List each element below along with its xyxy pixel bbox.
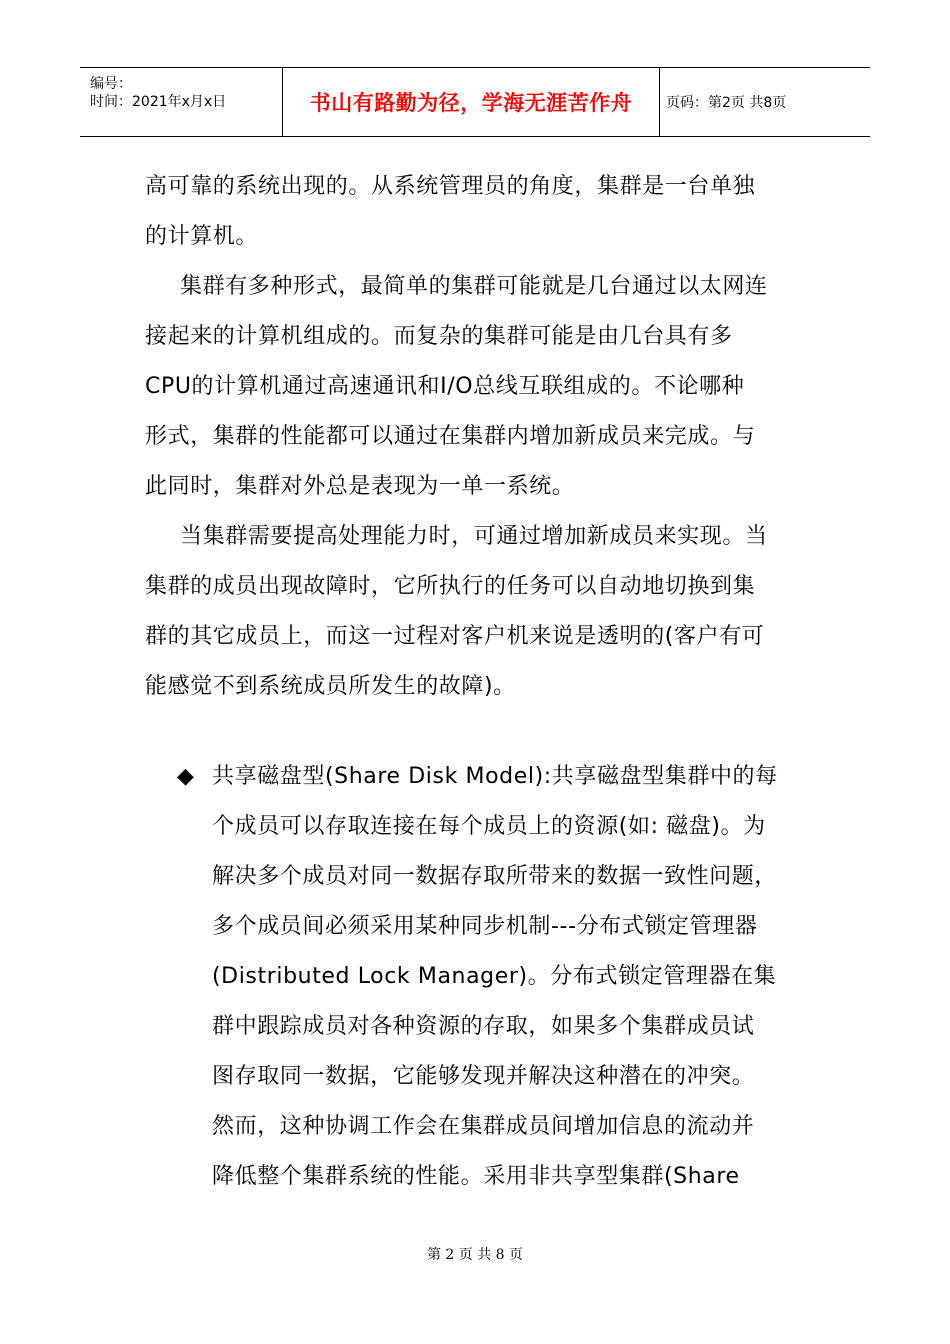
document-number-label: 编号： <box>90 76 132 92</box>
header-meta-cell <box>80 68 283 136</box>
page-header <box>80 67 870 137</box>
text-line: 群中跟踪成员对各种资源的存取，如果多个集群成员试 <box>212 1014 755 1039</box>
body-text <box>145 162 815 712</box>
text-line <box>177 752 817 802</box>
text-line: CPU的计算机通过高速通讯和I/O总线互联组成的。不论哪种 <box>145 374 745 399</box>
paragraph <box>145 262 815 512</box>
document-date-label: 时间：2021年x月x日 <box>90 94 227 110</box>
header-page-cell <box>660 68 870 136</box>
text-line: 当集群需要提高处理能力时，可通过增加新成员来实现。当 <box>180 524 768 549</box>
text-line: 多个成员间必须采用某种同步机制---分布式锁定管理器 <box>212 914 758 939</box>
header-motto-cell <box>283 68 660 136</box>
text-line: 图存取同一数据，它能够发现并解决这种潜在的冲突。 <box>212 1064 755 1089</box>
text-line: 此同时，集群对外总是表现为一单一系统。 <box>145 474 575 499</box>
paragraph <box>145 512 815 712</box>
paragraph <box>145 162 815 262</box>
text-line: 形式，集群的性能都可以通过在集群内增加新成员来完成。与 <box>145 424 756 449</box>
text-line: 群的其它成员上，而这一过程对客户机来说是透明的(客户有可 <box>145 624 765 649</box>
text-line: 集群有多种形式，最简单的集群可能就是几台通过以太网连 <box>180 274 768 299</box>
header-page-number: 页码：第2页 共8页 <box>666 95 787 111</box>
text-line: 然而，这种协调工作会在集群成员间增加信息的流动并 <box>212 1114 755 1139</box>
text-line: 的计算机。 <box>145 224 259 249</box>
header-motto: 书山有路勤为径，学海无涯苦作舟 <box>309 91 633 115</box>
diamond-bullet-icon: ◆ <box>177 764 195 789</box>
page-footer: 第 2 页 共 8 页 <box>426 1247 524 1263</box>
text-line: 接起来的计算机组成的。而复杂的集群可能是由几台具有多 <box>145 324 733 349</box>
text-line: (Distributed Lock Manager)。分布式锁定管理器在集 <box>212 964 777 989</box>
bullet-item <box>177 752 817 1202</box>
text-line: 能感觉不到系统成员所发生的故障)。 <box>145 674 516 699</box>
text-line: 降低整个集群系统的性能。采用非共享型集群(Share <box>212 1164 740 1189</box>
bullet-line-text: 共享磁盘型(Share Disk Model):共享磁盘型集群中的每 <box>212 764 778 789</box>
text-line: 高可靠的系统出现的。从系统管理员的角度，集群是一台单独 <box>145 174 756 199</box>
text-line: 个成员可以存取连接在每个成员上的资源(如: 磁盘)。为 <box>212 814 766 839</box>
text-line: 解决多个成员对同一数据存取所带来的数据一致性问题， <box>212 864 778 889</box>
text-line: 集群的成员出现故障时，它所执行的任务可以自动地切换到集 <box>145 574 756 599</box>
